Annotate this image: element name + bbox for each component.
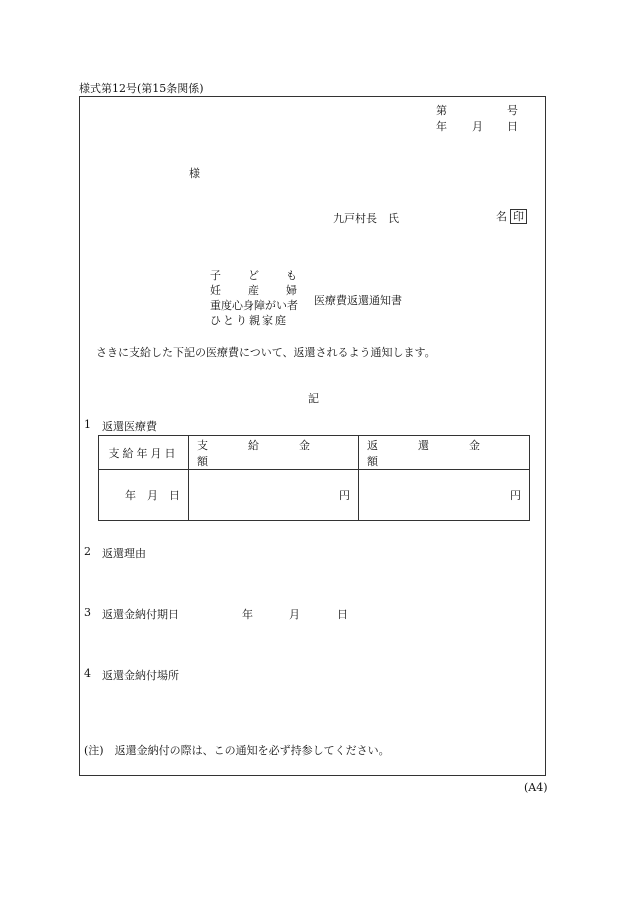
refund-table: [98, 435, 530, 521]
issuer-title: 九戸村長 氏: [333, 212, 399, 225]
ki-heading: 記: [308, 392, 319, 405]
category-list: [210, 268, 324, 328]
yen-unit: 円: [339, 489, 350, 502]
seal-mark: 印: [510, 209, 527, 224]
item-1-label: 返還医療費: [102, 420, 157, 433]
header-payment-date: 支給年月日: [99, 436, 189, 470]
due-day: 日: [337, 608, 348, 621]
issuer-name-block: [496, 208, 527, 224]
note-text: (注) 返還金納付の際は、この通知を必ず持参してください。: [84, 744, 390, 757]
item-3-number: 3: [84, 606, 91, 619]
doc-number-suffix: 号: [507, 104, 518, 117]
cell-payment-amount: [189, 470, 359, 521]
document-title: 医療費返還通知書: [314, 294, 402, 307]
date-day: 日: [507, 120, 518, 133]
issuer-name-label: 名: [496, 210, 507, 223]
table-row: [99, 470, 530, 521]
header-refund-amount: 返還金額: [359, 436, 530, 470]
cell-payment-date: [99, 470, 189, 521]
date-month: 月: [472, 120, 483, 133]
cell-refund-amount: [359, 470, 530, 521]
table-header-row: [99, 436, 530, 470]
due-year: 年: [242, 608, 253, 621]
category-item: 妊産婦: [210, 284, 324, 297]
item-2-number: 2: [84, 545, 91, 558]
body-text: さきに支給した下記の医療費について、返還されるよう通知します。: [96, 346, 436, 359]
cell-year: 年: [125, 489, 136, 502]
item-3-label: 返還金納付期日: [102, 608, 179, 621]
cell-day: 日: [169, 489, 180, 502]
date-year: 年: [436, 120, 447, 133]
item-1-number: 1: [84, 418, 91, 431]
addressee-suffix: 様: [189, 167, 200, 180]
form-number: 様式第12号(第15条関係): [79, 82, 204, 95]
header-payment-amount: 支給金額: [189, 436, 359, 470]
item-2-label: 返還理由: [102, 547, 146, 560]
cell-month: 月: [147, 489, 158, 502]
yen-unit: 円: [510, 489, 521, 502]
category-item: ひとり親家庭: [210, 314, 288, 327]
item-4-number: 4: [84, 667, 91, 680]
due-month: 月: [289, 608, 300, 621]
doc-number-prefix: 第: [436, 104, 447, 117]
category-item: 子ども: [210, 269, 324, 282]
paper-size: (A4): [524, 781, 548, 794]
category-item: 重度心身障がい者: [210, 299, 298, 312]
item-4-label: 返還金納付場所: [102, 669, 179, 682]
